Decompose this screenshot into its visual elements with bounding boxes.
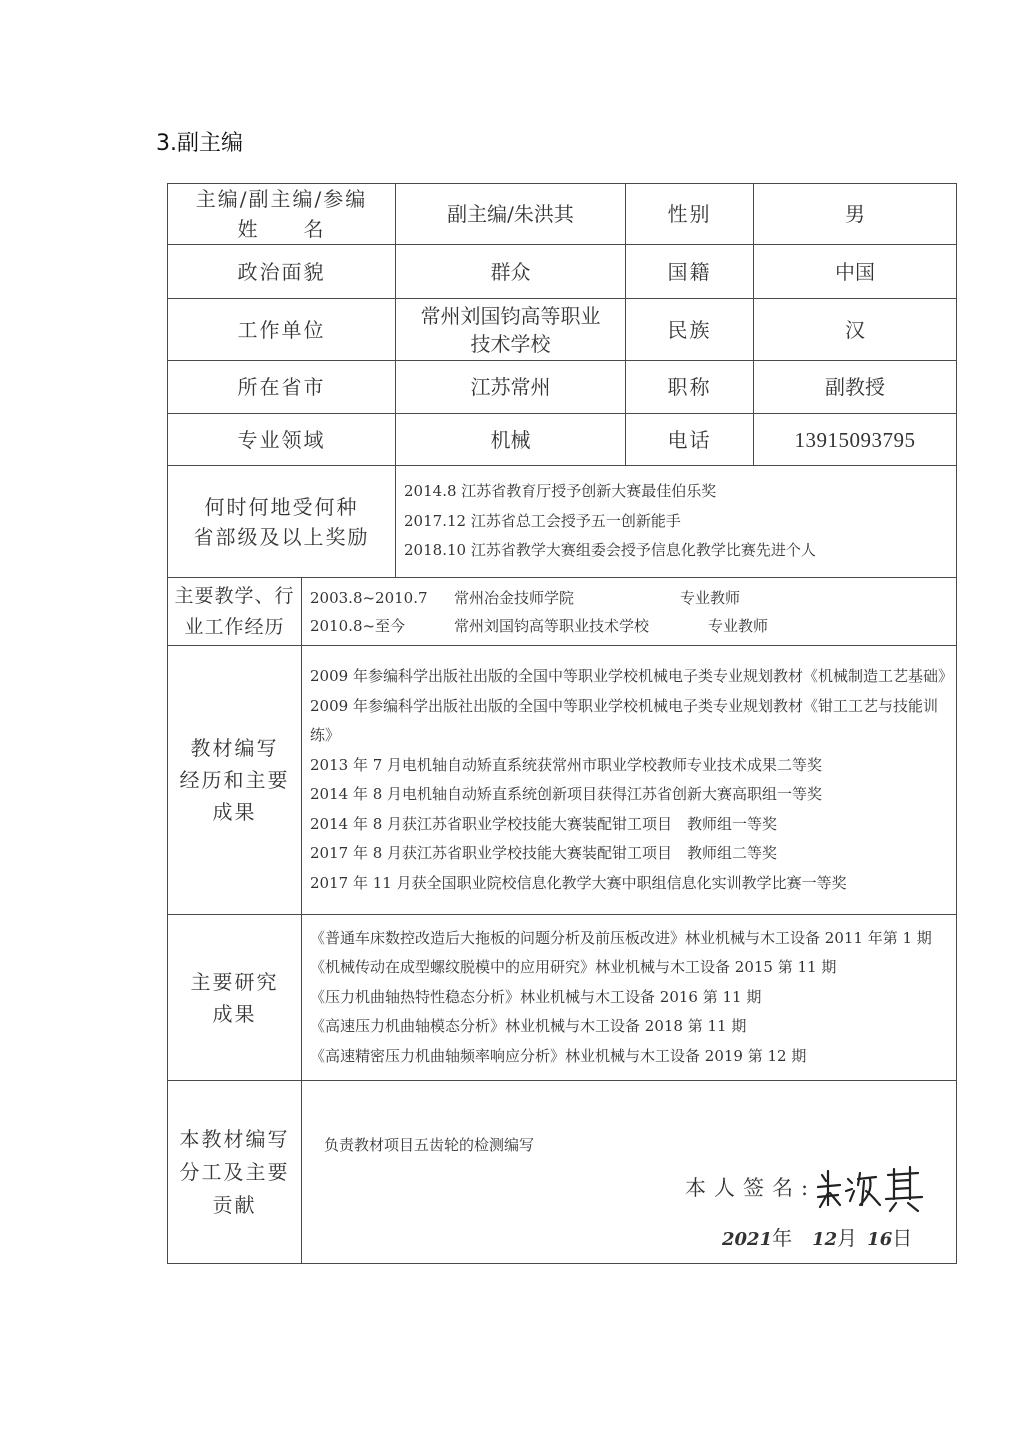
- textbook-item: 2014 年 8 月获江苏省职业学校技能大赛装配钳工项目 教师组一等奖: [310, 814, 778, 833]
- contribution-cell: [302, 1081, 957, 1264]
- label-experience: 主要教学、行 业工作经历: [168, 578, 302, 646]
- textbook-item: 2017 年 11 月获全国职业院校信息化教学大赛中职组信息化实训教学比赛一等奖: [310, 873, 847, 892]
- value-specialty: 机械: [396, 414, 626, 466]
- label-phone: 电话: [626, 414, 754, 466]
- row-employer: [168, 299, 957, 361]
- row-contribution: [168, 1081, 957, 1264]
- label-employer: 工作单位: [168, 299, 396, 361]
- research-item: 《高速精密压力机曲轴频率响应分析》林业机械与木工设备 2019 第 12 期: [310, 1046, 807, 1065]
- research-item: 《机械传动在成型螺纹脱模中的应用研究》林业机械与木工设备 2015 第 11 期: [310, 958, 837, 977]
- label-ethnicity: 民族: [626, 299, 754, 361]
- row-textbooks: [168, 646, 957, 915]
- research-item: 《普通车床数控改造后大拖板的问题分析及前压板改进》林业机械与木工设备 2011 年第 1 期: [310, 928, 932, 947]
- experience-list: [302, 578, 957, 646]
- row-awards: [168, 466, 957, 578]
- label-awards: 何时何地受何种 省部级及以上奖励: [168, 466, 396, 578]
- editor-info-table: [167, 183, 957, 1264]
- label-name: 主编/副主编/参编 姓 名: [168, 184, 396, 245]
- handwritten-signature: [814, 1165, 934, 1213]
- value-political: 群众: [396, 245, 626, 299]
- label-gender: 性别: [626, 184, 754, 245]
- experience-item: 2003.8~2010.7 常州冶金技师学院 专业教师: [310, 588, 741, 607]
- value-phone: 13915093795: [754, 414, 957, 466]
- label-nationality: 国籍: [626, 245, 754, 299]
- label-political: 政治面貌: [168, 245, 396, 299]
- label-specialty: 专业领域: [168, 414, 396, 466]
- textbook-item: 2009 年参编科学出版社出版的全国中等职业学校机械电子类专业规划教材《钳工工艺与技能训练》: [310, 696, 938, 744]
- value-name: 副主编/朱洪其: [396, 184, 626, 245]
- awards-list: [396, 466, 957, 578]
- value-title: 副教授: [754, 361, 957, 414]
- label-contribution: 本教材编写 分工及主要 贡献: [168, 1081, 302, 1264]
- experience-item: 2010.8~至今 常州刘国钧高等职业技术学校 专业教师: [310, 616, 769, 635]
- textbooks-list: [302, 646, 957, 915]
- row-name: [168, 184, 957, 245]
- textbook-item: 2014 年 8 月电机轴自动矫直系统创新项目获得江苏省创新大赛高职组一等奖: [310, 785, 823, 803]
- signature-date: 2021年 12月 16日: [722, 1226, 913, 1250]
- row-research: [168, 915, 957, 1081]
- value-gender: 男: [754, 184, 957, 245]
- row-political: [168, 245, 957, 299]
- row-experience: [168, 578, 957, 646]
- textbook-item: 2013 年 7 月电机轴自动矫直系统获常州市职业学校教师专业技术成果二等奖: [310, 755, 823, 774]
- row-specialty: [168, 414, 957, 466]
- textbook-item: 2009 年参编科学出版社出版的全国中等职业学校机械电子类专业规划教材《机械制造工艺基础》: [310, 667, 953, 685]
- textbook-item: 2017 年 8 月获江苏省职业学校技能大赛装配钳工项目 教师组二等奖: [310, 844, 778, 862]
- label-research: 主要研究 成果: [168, 915, 302, 1081]
- value-province: 江苏常州: [396, 361, 626, 414]
- award-item: 2017.12 江苏省总工会授予五一创新能手: [404, 511, 681, 530]
- research-item: 《高速压力机曲轴模态分析》林业机械与木工设备 2018 第 11 期: [310, 1017, 747, 1036]
- contribution-text: 负责教材项目五齿轮的检测编写: [324, 1136, 535, 1154]
- research-item: 《压力机曲轴热特性稳态分析》林业机械与木工设备 2016 第 11 期: [310, 987, 762, 1006]
- award-item: 2018.10 江苏省教学大赛组委会授予信息化教学比赛先进个人: [404, 541, 816, 560]
- label-textbooks: 教材编写 经历和主要 成果: [168, 646, 302, 915]
- research-list: [302, 915, 957, 1081]
- value-nationality: 中国: [754, 245, 957, 299]
- award-item: 2014.8 江苏省教育厅授予创新大赛最佳伯乐奖: [404, 482, 717, 501]
- section-heading: 3.副主编: [156, 131, 243, 156]
- value-employer: 常州刘国钧高等职业 技术学校: [396, 299, 626, 361]
- value-ethnicity: 汉: [754, 299, 957, 361]
- signature-label: 本人签名:: [685, 1176, 817, 1200]
- label-province: 所在省市: [168, 361, 396, 414]
- label-title: 职称: [626, 361, 754, 414]
- row-province: [168, 361, 957, 414]
